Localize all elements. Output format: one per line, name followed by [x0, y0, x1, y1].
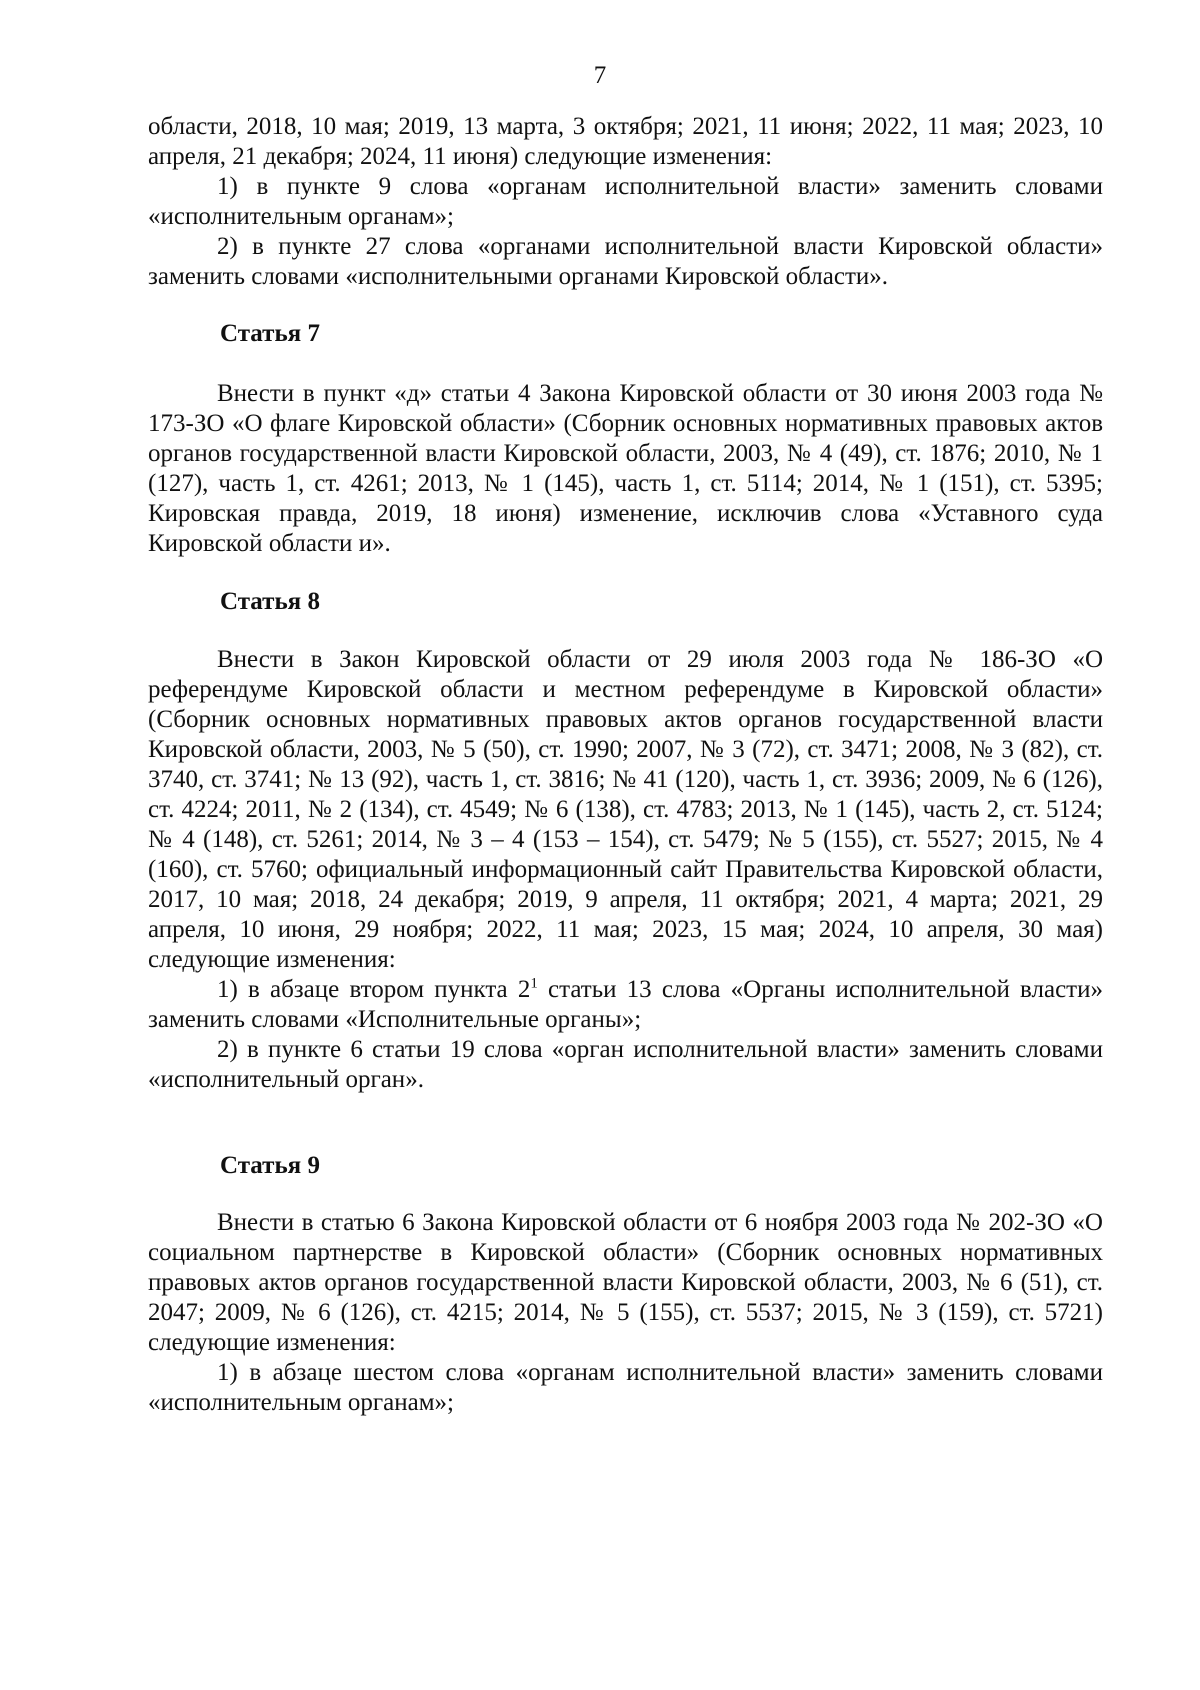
article-8-item-1-rest: статьи 13 слова «Органы исполнительной власти» заменить словами «Исполнительные органы»; — [148, 976, 1103, 1033]
article-8-paragraph: Внести в Закон Кировской области от 29 июля 2003 года № 186-ЗО «О референдуме Кировской области и местном референдуме в Кировской области» (Сборник основных нормативных правовых актов органов государственной власти Кировской области, 2003, № 5 (50), ст. 1990; 2007, № 3 (72), ст. 3471; 2008, № 3 (82), ст. 3740, ст. 3741; № 13 (92), часть 1, ст. 3816; № 41 (120), часть 1, ст. 3936; 2009, № 6 (126), ст. 4224; 2011, № 2 (134), ст. 4549; № 6 (138), ст. 4783; 2013, № 1 (145), часть 2, ст. 5124; № 4 (148), ст. 5261; 2014, № 3 – 4 (153 – 154), ст. 5479; № 5 (155), ст. 5527; 2015, № 4 (160), ст. 5760; официальный информационный сайт Правительства Кировской области, 2017, 10 мая; 2018, 24 декабря; 2019, 9 апреля, 11 октября; 2021, 4 марта; 2021, 29 апреля, 10 июня, 29 ноября; 2022, 11 мая; 2023, 15 мая; 2024, 10 апреля, 30 мая) следующие изменения: — [148, 646, 1103, 973]
article-9-paragraph: Внести в статью 6 Закона Кировской области от 6 ноября 2003 года № 202-ЗО «О социальном партнерстве в Кировской области» (Сборник основных нормативных правовых актов органов государственной власти Кировской области, 2003, № 6 (51), ст. 2047; 2009, № 6 (126), ст. 4215; 2014, № 5 (155), ст. 5537; 2015, № 3 (159), ст. 5721) следующие изменения: — [148, 1209, 1103, 1356]
superscript: 1 — [530, 975, 538, 992]
article-8-heading: Статья 8 — [220, 588, 320, 615]
article-7-body — [148, 379, 1103, 559]
article-9-body — [148, 1208, 1103, 1418]
article-8-item-1 — [148, 975, 1103, 1035]
article-8-body — [148, 645, 1103, 1095]
article-7-heading: Статья 7 — [220, 320, 320, 347]
article-9-heading: Статья 9 — [220, 1152, 320, 1179]
page-number: 7 — [593, 62, 607, 89]
intro-item-2: 2) в пункте 27 слова «органами исполнительной власти Кировской области» заменить словами «исполнительными органами Кировской области». — [148, 233, 1103, 290]
intro-item-1: 1) в пункте 9 слова «органам исполнительной власти» заменить словами «исполнительным органам»; — [148, 173, 1103, 230]
article-7-paragraph: Внести в пункт «д» статьи 4 Закона Кировской области от 30 июня 2003 года № 173-ЗО «О флаге Кировской области» (Сборник основных нормативных правовых актов органов государственной власти Кировской области, 2003, № 4 (49), ст. 1876; 2010, № 1 (127), часть 1, ст. 4261; 2013, № 1 (145), часть 1, ст. 5114; 2014, № 1 (151), ст. 5395; Кировская правда, 2019, 18 июня) изменение, исключив слова «Уставного суда Кировской области и». — [148, 380, 1103, 557]
article-8-item-1-text: 1) в абзаце втором пункта 2 — [217, 976, 531, 1003]
article-8-item-2: 2) в пункте 6 статьи 19 слова «орган исполнительной власти» заменить словами «исполнительный орган». — [148, 1036, 1103, 1093]
intro-paragraph: области, 2018, 10 мая; 2019, 13 марта, 3 октября; 2021, 11 июня; 2022, 11 мая; 2023, 10 апреля, 21 декабря; 2024, 11 июня) следующие изменения: — [148, 113, 1103, 170]
intro-section — [148, 112, 1103, 292]
article-9-item-1: 1) в абзаце шестом слова «органам исполнительной власти» заменить словами «исполнительным органам»; — [148, 1359, 1103, 1416]
